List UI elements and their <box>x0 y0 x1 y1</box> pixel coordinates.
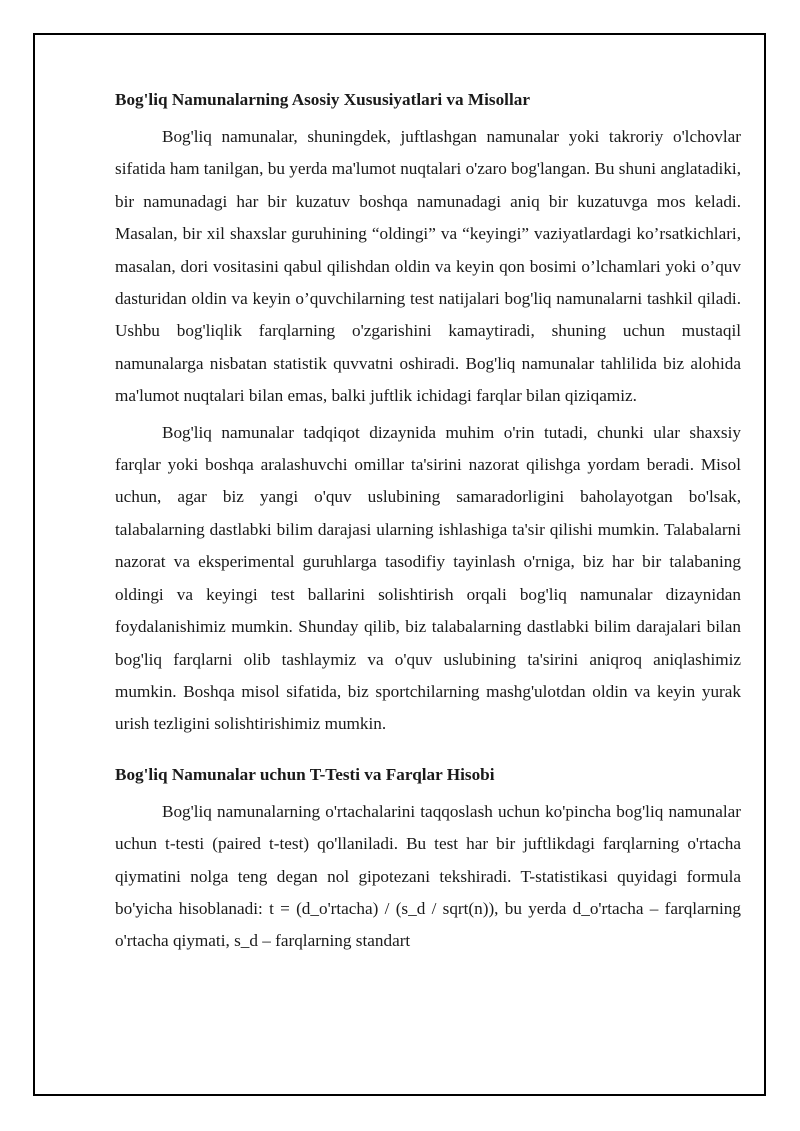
section-heading-t-test: Bog'liq Namunalar uchun T-Testi va Farqlar Hisobi <box>115 764 495 784</box>
document-body <box>115 86 741 962</box>
section-heading-key-features: Bog'liq Namunalarning Asosiy Xususiyatlari va Misollar <box>115 90 530 109</box>
paragraph-research-design: Bog'liq namunalar tadqiqot dizaynida muhim o'rin tutadi, chunki ular shaxsiy farqlar yoki boshqa aralashuvchi omillar ta'sirini nazorat qilishga yordam beradi. Misol uchun, agar biz yangi o'quv uslubining samaradorligini baholayotgan bo'lsak, talabalarning dastlabki bilim darajasi ularning ishlashiga ta'sir qilishi mumkin. Talabalarni nazorat va eksperimental guruhlarga tasodifiy tayinlash o'rniga, biz har bir talabaning oldingi va keyingi test ballarini solishtirish orqali bog'liq namunalar dizaynidan foydalanishimiz mumkin. Shunday qilib, biz talabalarning dastlabki bilim darajalari bilan bog'liq farqlarni olib tashlaymiz va o'quv uslubining ta'sirini aniqroq aniqlashimiz mumkin. Boshqa misol sifatida, biz sportchilarning mashg'ulotdan oldin va keyin yurak urish tezligini solishtirishimiz mumkin. <box>115 422 741 734</box>
paragraph-definition: Bog'liq namunalar, shuningdek, juftlashgan namunalar yoki takroriy o'lchovlar sifatida ham tanilgan, bu yerda ma'lumot nuqtalari o'zaro bog'langan. Bu shuni anglatadiki, bir namunadagi har bir kuzatuv boshqa namunadagi aniq bir kuzatuvga mos keladi. Masalan, bir xil shaxslar guruhining “oldingi” va “keyingi” vaziyatlardagi ko’rsatkichlari, masalan, dori vositasini qabul qilishdan oldin va keyin qon bosimi o’lchamlari yoki o’quv dasturidan oldin va keyin o’quvchilarning test natijalari bog'liq namunalarni tashkil qiladi. Ushbu bog'liqlik farqlarning o'zgarishini kamaytiradi, shuning uchun mustaqil namunalarga nisbatan statistik quvvatni oshiradi. Bog'liq namunalar tahlilida biz alohida ma'lumot nuqtalari bilan emas, balki juftlik ichidagi farqlar bilan qiziqamiz. <box>115 127 741 406</box>
paragraph-t-test: Bog'liq namunalarning o'rtachalarini taqqoslash uchun ko'pincha bog'liq namunalar uchun t-testi (paired t-test) qo'llaniladi. Bu test har bir juftlikdagi farqlarning o'rtacha qiymatini nolga teng degan nol gipotezani tekshiradi. T-statistikasi quyidagi formula bo'yicha hisoblanadi: t = (d_o'rtacha) / (s_d / sqrt(n)), bu yerda d_o'rtacha – farqlarning o'rtacha qiymati, s_d – farqlarning standart <box>115 801 741 951</box>
